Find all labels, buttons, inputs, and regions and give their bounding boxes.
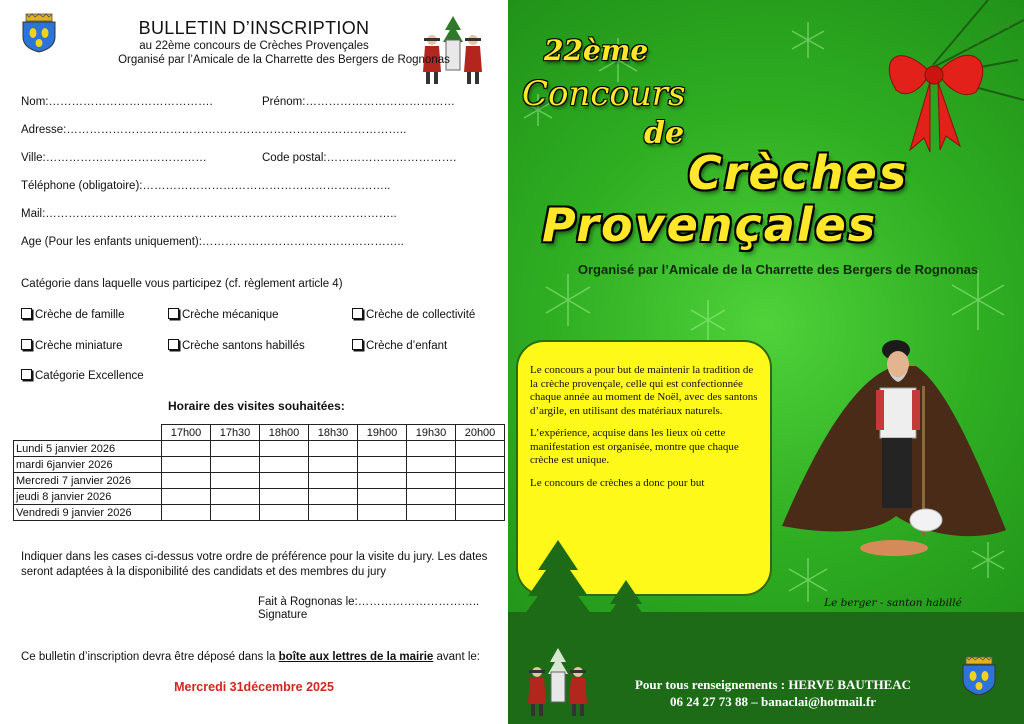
- poster-title-creches: Crèches: [688, 146, 909, 200]
- schedule-cell[interactable]: [456, 457, 505, 473]
- day-label: Mercredi 7 janvier 2026: [14, 473, 162, 489]
- schedule-cell[interactable]: [260, 489, 309, 505]
- schedule-table: [13, 424, 505, 521]
- registration-form: [0, 0, 508, 724]
- time-slot-header: 20h00: [456, 425, 505, 441]
- day-label: Lundi 5 janvier 2026: [14, 441, 162, 457]
- table-corner: [14, 425, 162, 441]
- preference-note: Indiquer dans les cases ci-dessus votre ordre de préférence pour la visite du jury. Les dates seront adaptées à la disponibilité des candidats et des membres du jury: [21, 551, 488, 578]
- schedule-cell[interactable]: [309, 441, 358, 457]
- day-label: Vendredi 9 janvier 2026: [14, 505, 162, 521]
- table-row: [14, 489, 505, 505]
- category-checkbox[interactable]: Crèche miniature: [21, 339, 123, 352]
- poster-organizer: Organisé par l’Amicale de la Charrette des Bergers de Rognonas: [577, 262, 979, 277]
- schedule-cell[interactable]: [211, 441, 260, 457]
- category-checkbox[interactable]: Crèche de famille: [21, 308, 124, 321]
- checkbox-icon: [21, 339, 32, 350]
- poster-title-provencales: Provençales: [542, 198, 878, 252]
- description-paragraph: Le concours a pour but de maintenir la tradition de la crèche provençale, celle qui est confectionnée chaque année au moment de Noël, avec des santons d’argile, en utilisant des matériaux naturels.: [530, 364, 758, 417]
- schedule-cell[interactable]: [211, 505, 260, 521]
- schedule-cell[interactable]: [162, 473, 211, 489]
- time-slot-header: 17h00: [162, 425, 211, 441]
- time-slot-header: 17h30: [211, 425, 260, 441]
- category-checkbox[interactable]: Crèche mécanique: [168, 308, 279, 321]
- schedule-cell[interactable]: [456, 505, 505, 521]
- schedule-cell[interactable]: [456, 473, 505, 489]
- deadline-date: Mercredi 31décembre 2025: [174, 680, 334, 694]
- category-checkbox[interactable]: Catégorie Excellence: [21, 369, 144, 382]
- poster: [508, 0, 1024, 724]
- adresse-field[interactable]: Adresse:……………………………………………………………………………..: [21, 124, 407, 136]
- schedule-cell[interactable]: [260, 457, 309, 473]
- schedule-cell[interactable]: [407, 441, 456, 457]
- schedule-cell[interactable]: [407, 505, 456, 521]
- description-paragraph: L’expérience, acquise dans les lieux où cette manifestation est organisée, montre que chaque crèche est unique.: [530, 427, 739, 466]
- prenom-field[interactable]: Prénom:…………………………………: [262, 96, 455, 108]
- time-slot-header: 18h00: [260, 425, 309, 441]
- code-postal-field[interactable]: Code postal:…………………………….: [262, 152, 457, 164]
- contact-info: [618, 676, 928, 710]
- category-checkbox[interactable]: Crèche santons habillés: [168, 339, 305, 352]
- table-row: [14, 473, 505, 489]
- checkbox-icon: [21, 308, 32, 319]
- schedule-cell[interactable]: [456, 489, 505, 505]
- schedule-cell[interactable]: [162, 505, 211, 521]
- schedule-cell[interactable]: [260, 473, 309, 489]
- schedule-cell[interactable]: [211, 457, 260, 473]
- age-field[interactable]: Age (Pour les enfants uniquement):……………………………………………..: [21, 236, 404, 248]
- checkbox-icon: [352, 308, 363, 319]
- deposit-instructions: Ce bulletin d’inscription devra être déposé dans la boîte aux lettres de la mairie avant le:: [21, 651, 480, 663]
- checkbox-icon: [168, 308, 179, 319]
- form-title: BULLETIN D’INSCRIPTION: [138, 18, 370, 38]
- schedule-cell[interactable]: [260, 505, 309, 521]
- checkbox-icon: [168, 339, 179, 350]
- schedule-cell[interactable]: [358, 489, 407, 505]
- schedule-cell[interactable]: [456, 441, 505, 457]
- table-row: [14, 505, 505, 521]
- schedule-cell[interactable]: [309, 489, 358, 505]
- schedule-cell[interactable]: [162, 457, 211, 473]
- fait-a-field[interactable]: Fait à Rognonas le:…………………………..: [258, 596, 480, 608]
- contact-phone-email[interactable]: 06 24 27 73 88 – banaclai@hotmail.fr: [669, 694, 876, 709]
- schedule-cell[interactable]: [358, 441, 407, 457]
- table-row: [14, 441, 505, 457]
- santon-caption: Le berger - santon habillé: [824, 597, 962, 609]
- day-label: mardi 6janvier 2026: [14, 457, 162, 473]
- schedule-cell[interactable]: [407, 489, 456, 505]
- schedule-cell[interactable]: [407, 473, 456, 489]
- poster-title-concours: Concours: [522, 74, 686, 114]
- schedule-cell[interactable]: [260, 441, 309, 457]
- description-paragraph: Le concours de crèches a donc pour but: [530, 476, 705, 489]
- schedule-cell[interactable]: [162, 489, 211, 505]
- time-slot-header: 19h00: [358, 425, 407, 441]
- checkbox-icon: [352, 339, 363, 350]
- christmas-bow-icon: [838, 0, 1024, 160]
- nom-field[interactable]: Nom:…………………………………….: [21, 96, 213, 108]
- time-slot-header: 19h30: [407, 425, 456, 441]
- schedule-cell[interactable]: [309, 505, 358, 521]
- rognonas-coat-of-arms-icon: [960, 656, 998, 696]
- schedule-cell[interactable]: [211, 489, 260, 505]
- poster-title-de: de: [644, 116, 685, 151]
- schedule-cell[interactable]: [211, 473, 260, 489]
- schedule-cell[interactable]: [358, 473, 407, 489]
- contact-name: Pour tous renseignements : HERVE BAUTHEAC: [634, 677, 912, 692]
- schedule-title: Horaire des visites souhaitées:: [168, 399, 345, 413]
- schedule-cell[interactable]: [407, 457, 456, 473]
- time-slot-header: 18h30: [309, 425, 358, 441]
- category-checkbox[interactable]: Crèche d’enfant: [352, 339, 447, 352]
- telephone-field[interactable]: Téléphone (obligatoire):………………………………………………………..: [21, 180, 391, 192]
- schedule-cell[interactable]: [358, 457, 407, 473]
- form-organizer: Organisé par l’Amicale de la Charrette des Bergers de Rognonas: [118, 54, 450, 66]
- shepherds-illustration-icon: [518, 646, 598, 720]
- edition-title: 22ème: [544, 34, 649, 67]
- schedule-cell[interactable]: [309, 457, 358, 473]
- schedule-cell[interactable]: [358, 505, 407, 521]
- category-intro: Catégorie dans laquelle vous participez (cf. règlement article 4): [21, 278, 343, 290]
- schedule-cell[interactable]: [162, 441, 211, 457]
- form-subtitle: au 22ème concours de Crèches Provençales: [139, 40, 369, 52]
- shepherd-santon-figure-icon: [776, 336, 1008, 576]
- schedule-cell[interactable]: [309, 473, 358, 489]
- table-row: [14, 457, 505, 473]
- mail-field[interactable]: Mail:………………………………………………………………………………..: [21, 208, 397, 220]
- signature-field[interactable]: Signature: [258, 609, 308, 621]
- ville-field[interactable]: Ville:……………………………………: [21, 152, 207, 164]
- checkbox-icon: [21, 369, 32, 380]
- day-label: jeudi 8 janvier 2026: [14, 489, 162, 505]
- mailbox-location: boîte aux lettres de la mairie: [278, 651, 434, 663]
- fir-trees-icon: [508, 540, 668, 640]
- category-checkbox[interactable]: Crèche de collectivité: [352, 308, 475, 321]
- table-header-row: [14, 425, 505, 441]
